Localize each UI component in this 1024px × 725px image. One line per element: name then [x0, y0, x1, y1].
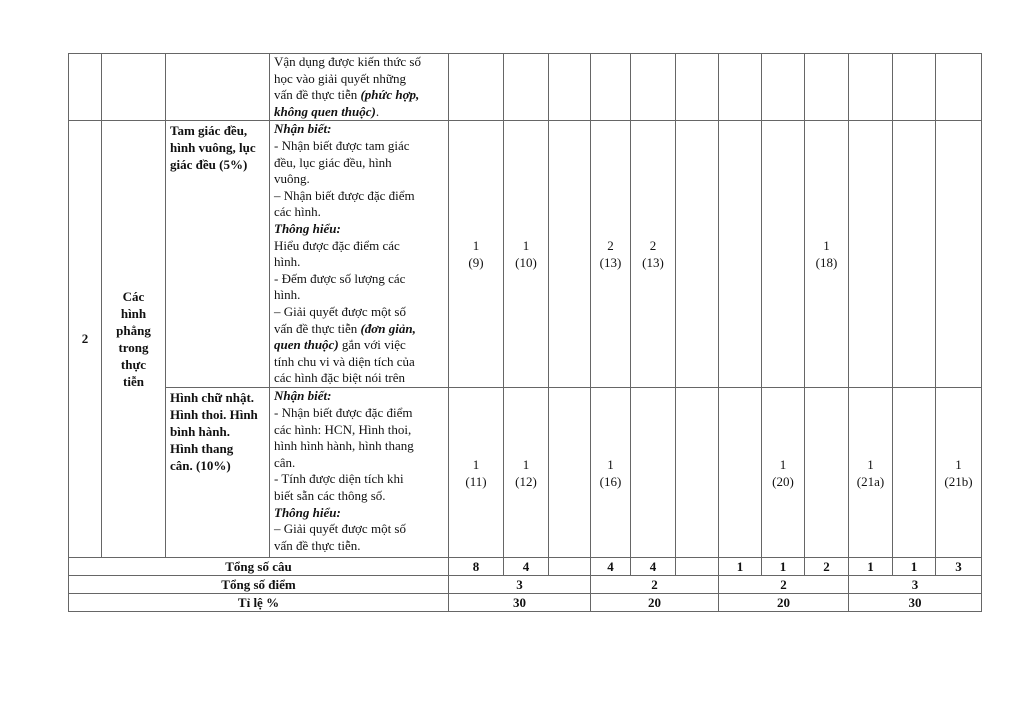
- count-cell: 1 (18): [805, 121, 849, 388]
- count-cell: 1 (11): [449, 388, 504, 558]
- description-line: - Nhận biết được đặc điểm: [274, 404, 413, 420]
- description-line: các hình: HCN, Hình thoi,: [274, 421, 412, 437]
- total-points-value: 3: [449, 576, 591, 594]
- description-line: - Tính được diện tích khi: [274, 471, 404, 487]
- total-questions-label: Tổng số câu: [69, 558, 449, 576]
- count-cell: 1 (21a): [849, 388, 893, 558]
- description-line: vấn đề thực tiễn (đơn giản,: [274, 320, 416, 336]
- description-lines: [274, 54, 448, 120]
- description-line: các hình.: [274, 204, 321, 220]
- count-cell: 1 (9): [449, 121, 504, 388]
- total-questions-value: 2: [805, 558, 849, 576]
- description-line: Nhận biết:: [274, 388, 332, 404]
- description-line: tính chu vi và diện tích của: [274, 353, 415, 369]
- description-line: - Đếm được số lượng các: [274, 270, 406, 286]
- total-points-value: 3: [849, 576, 982, 594]
- description-cell: [270, 54, 449, 121]
- total-questions-value: 4: [631, 558, 676, 576]
- chapter-cell: [102, 54, 166, 121]
- count-cell: 1 (21b): [936, 388, 982, 558]
- description-lines: [274, 388, 448, 554]
- table-row: [69, 121, 982, 388]
- total-questions-value: [549, 558, 591, 576]
- description-line: quen thuộc) gắn với việc: [274, 337, 406, 353]
- total-points-row: [69, 576, 982, 594]
- topic-title: Hình chữ nhật. Hình thoi. Hình bình hành. Hình thang cân. (10%): [166, 388, 270, 558]
- description-line: Vận dụng được kiến thức số: [274, 54, 421, 69]
- table-row: [69, 54, 982, 121]
- total-questions-value: 4: [504, 558, 549, 576]
- table-row: [69, 388, 982, 558]
- description-line: hình hình hành, hình thang: [274, 438, 414, 454]
- description-line: cân.: [274, 454, 296, 470]
- description-line: Thông hiểu:: [274, 504, 341, 520]
- count-cell: 2 (13): [591, 121, 631, 388]
- ratio-value: 20: [719, 594, 849, 612]
- count-cell: 1 (10): [504, 121, 549, 388]
- description-line: – Giải quyết được một số: [274, 303, 406, 319]
- description-line: – Nhận biết được đặc điểm: [274, 187, 415, 203]
- description-line: Hiểu được đặc điểm các: [274, 237, 400, 253]
- topic-cell: [166, 54, 270, 121]
- total-points-label: Tổng số điểm: [69, 576, 449, 594]
- ratio-value: 20: [591, 594, 719, 612]
- description-line: biết sẵn các thông số.: [274, 487, 386, 503]
- description-line: học vào giải quyết những: [274, 70, 406, 86]
- total-questions-value: 1: [893, 558, 936, 576]
- total-questions-value: 3: [936, 558, 982, 576]
- description-line: hình.: [274, 287, 301, 303]
- description-line: không quen thuộc).: [274, 103, 380, 119]
- description-line: đều, lục giác đều, hình: [274, 154, 392, 170]
- description-line: Nhận biết:: [274, 121, 332, 137]
- description-cell: [270, 121, 449, 388]
- total-questions-value: 1: [849, 558, 893, 576]
- chapter-index: 2: [69, 121, 102, 558]
- count-cell: 1 (20): [762, 388, 805, 558]
- chapter-name: Các hình phẳng trong thực tiễn: [102, 121, 166, 558]
- topic-title: Tam giác đều, hình vuông, lục giác đều (5%): [166, 121, 270, 388]
- total-questions-value: 8: [449, 558, 504, 576]
- count-cell: 1 (16): [591, 388, 631, 558]
- total-points-value: 2: [719, 576, 849, 594]
- description-line: vuông.: [274, 171, 310, 187]
- ratio-value: 30: [849, 594, 982, 612]
- description-lines: [274, 121, 448, 387]
- ratio-row: [69, 594, 982, 612]
- index-cell: [69, 54, 102, 121]
- total-questions-row: [69, 558, 982, 576]
- total-questions-value: [676, 558, 719, 576]
- ratio-label: Tỉ lệ %: [69, 594, 449, 612]
- description-line: hình.: [274, 254, 301, 270]
- description-line: – Giải quyết được một số: [274, 521, 406, 537]
- description-line: Thông hiểu:: [274, 220, 341, 236]
- ratio-value: 30: [449, 594, 591, 612]
- count-cell: 2 (13): [631, 121, 676, 388]
- count-cell: 1 (12): [504, 388, 549, 558]
- description-line: vấn đề thực tiễn.: [274, 537, 361, 553]
- total-questions-value: 1: [719, 558, 762, 576]
- description-line: - Nhận biết được tam giác: [274, 137, 410, 153]
- description-line: vấn đề thực tiễn (phức hợp,: [274, 87, 420, 103]
- total-points-value: 2: [591, 576, 719, 594]
- total-questions-value: 4: [591, 558, 631, 576]
- description-line: các hình đặc biệt nói trên: [274, 370, 406, 386]
- assessment-matrix-table: [68, 53, 982, 612]
- description-cell: [270, 388, 449, 558]
- total-questions-value: 1: [762, 558, 805, 576]
